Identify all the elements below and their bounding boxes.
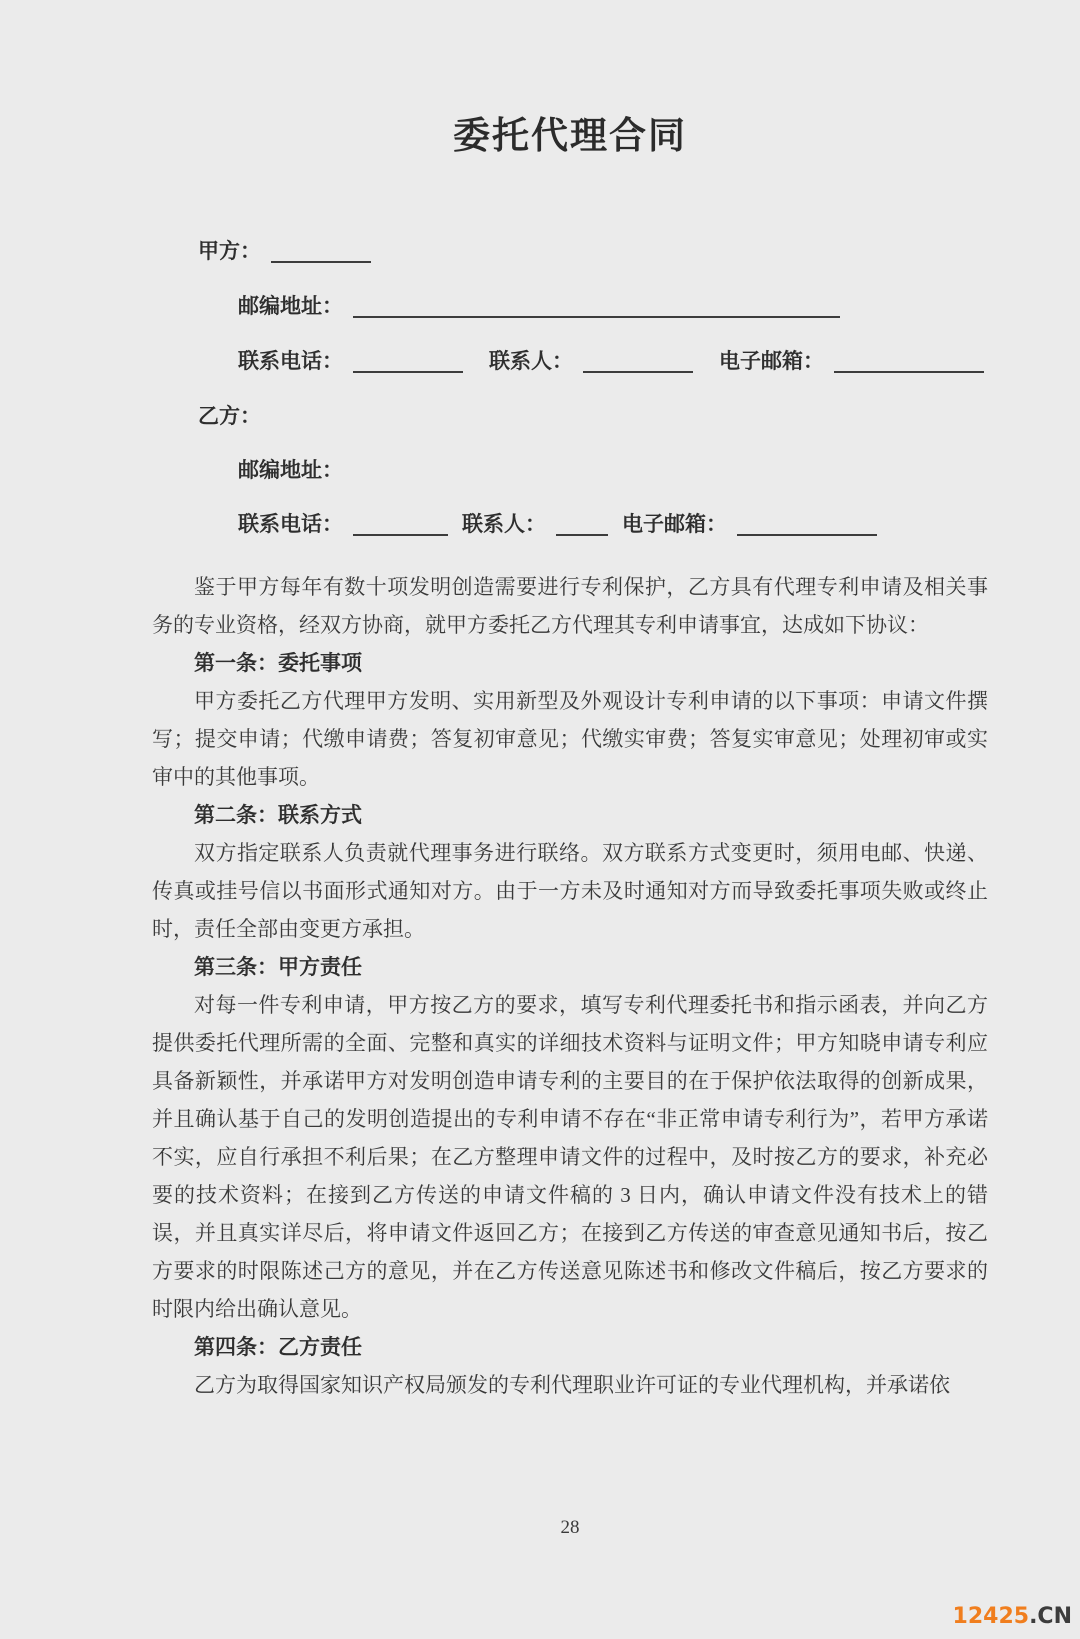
party-b-phone-blank — [353, 514, 448, 536]
party-a-address-row — [152, 295, 988, 318]
party-b-contact-label: 联系人： — [462, 512, 546, 536]
section-1-heading: 第一条：委托事项 — [194, 651, 362, 675]
party-a-name-blank — [271, 241, 371, 263]
party-b-name-row — [152, 405, 988, 427]
contract-document-page — [0, 112, 1080, 1639]
section-1-paragraph: 甲方委托乙方代理甲方发明、实用新型及外观设计专利申请的以下事项：申请文件撰写；提交申请；代缴申请费；答复初审意见；代缴实审费；答复实审意见；处理初审或实审中的其他事项。 — [152, 689, 988, 789]
party-a-block — [152, 240, 988, 373]
party-a-label: 甲方： — [198, 239, 261, 263]
section-3-paragraph: 对每一件专利申请，甲方按乙方的要求，填写专利代理委托书和指示函表，并向乙方提供委托代理所需的全面、完整和真实的详细技术资料与证明文件；甲方知晓申请专利应具备新颖性，并承诺甲方对发明创造申请专利的主要目的在于保护依法取得的创新成果，并且确认基于自己的发明创造提出的专利申请不存在“非正常申请专利行为”，若甲方承诺不实，应自行承担不利后果；在乙方整理申请文件的过程中，及时按乙方的要求，补充必要的技术资料；在接到乙方传送的申请文件稿的 3 日内，确认申请文件没有技术上的错误，并且真实详尽后，将申请文件返回乙方；在接到乙方传送的审查意见通知书后，按乙方要求的时限陈述己方的意见，并在乙方传送意见陈述书和修改文件稿后，按乙方要求的时限内给出确认意见。 — [152, 993, 988, 1321]
party-a-name-row — [152, 240, 988, 263]
party-b-address-label: 邮编地址： — [238, 458, 343, 482]
section-2-heading: 第二条：联系方式 — [194, 803, 362, 827]
watermark-suffix-text: .CN — [1029, 1604, 1072, 1629]
watermark-brand-text: 12425 — [952, 1604, 1030, 1629]
section-3-heading: 第三条：甲方责任 — [194, 955, 362, 979]
party-b-email-label: 电子邮箱： — [622, 512, 727, 536]
party-a-email-label: 电子邮箱： — [719, 349, 824, 373]
party-b-contact-blank — [556, 514, 608, 536]
page-title: 委托代理合同 — [453, 114, 687, 157]
party-a-email-blank — [834, 351, 984, 373]
party-a-contact-row — [152, 350, 988, 373]
party-b-block — [152, 405, 988, 536]
party-a-address-blank — [353, 296, 840, 318]
contract-body — [152, 568, 988, 1404]
watermark-logo — [953, 1605, 1072, 1629]
party-b-contact-row — [152, 513, 988, 536]
section-2-paragraph: 双方指定联系人负责就代理事务进行联络。双方联系方式变更时，须用电邮、快递、传真或挂号信以书面形式通知对方。由于一方未及时通知对方而导致委托事项失败或终止时，责任全部由变更方承担。 — [152, 841, 988, 941]
party-b-email-blank — [737, 514, 877, 536]
section-4-paragraph: 乙方为取得国家知识产权局颁发的专利代理职业许可证的专业代理机构，并承诺依 — [194, 1373, 950, 1397]
party-a-phone-label: 联系电话： — [238, 349, 343, 373]
party-a-phone-blank — [353, 351, 463, 373]
party-a-address-label: 邮编地址： — [238, 294, 343, 318]
party-b-label: 乙方： — [198, 404, 261, 428]
party-b-phone-label: 联系电话： — [238, 512, 343, 536]
party-a-contact-blank — [583, 351, 693, 373]
section-4-heading: 第四条：乙方责任 — [194, 1335, 362, 1359]
preamble-paragraph: 鉴于甲方每年有数十项发明创造需要进行专利保护，乙方具有代理专利申请及相关事务的专业资格，经双方协商，就甲方委托乙方代理其专利申请事宜，达成如下协议： — [152, 575, 988, 637]
party-a-contact-label: 联系人： — [489, 349, 573, 373]
page-number: 28 — [560, 1517, 580, 1538]
party-b-address-row — [152, 459, 988, 481]
